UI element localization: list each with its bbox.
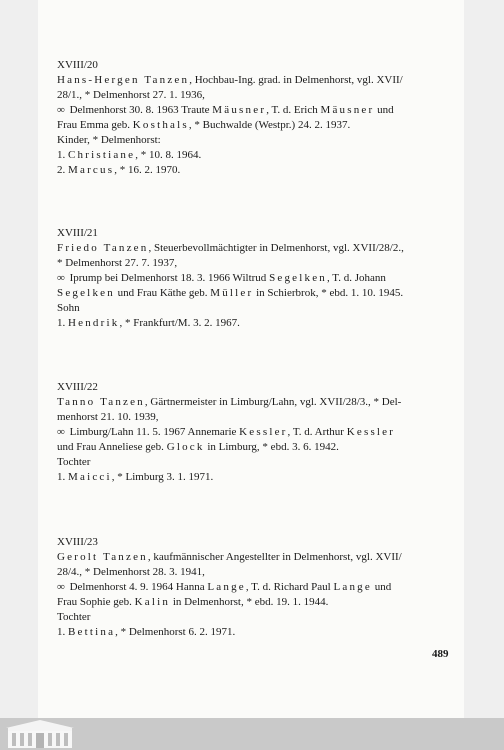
marriage-text: und Frau Anneliese geb. [57,441,167,453]
marriage-text: , T. d. Erich [266,104,321,116]
marriage-text: , T. d. Johann [326,272,386,284]
marriage-text: in Delmenhorst, * ebd. 19. 1. 1944. [170,596,329,608]
entry-name-line [57,73,451,88]
entry-code: XVIII/22 [57,381,98,393]
spouse-surname: Kessler [239,426,288,438]
left-scan-margin [0,0,38,718]
entry-code: XVIII/20 [57,59,98,71]
child-name: Maicci [68,471,112,483]
marriage-text: Delmenhorst 30. 8. 1963 Traute [66,104,213,116]
marriage-text: , * Buchwalde (Westpr.) 24. 2. 1937. [188,119,351,131]
child-birth: , * Delmenhorst 6. 2. 1971. [115,626,236,638]
entry-birth-line: 28/4., * Delmenhorst 28. 3. 1941, [57,566,205,578]
marriage-line [57,580,451,595]
entry-description: , Gärtnermeister in Limburg/Lahn, vgl. XVII/28/3., * Del- [144,396,402,408]
entry-description: , Hochbau-Ing. grad. in Delmenhorst, vgl. XVII/ [189,74,403,86]
marriage-text: Limburg/Lahn 11. 5. 1967 Annemarie [66,426,240,438]
child-name: Christiane [68,149,136,161]
entry-description: , kaufmännischer Angestellter in Delmenhorst, vgl. XVII/ [147,551,402,563]
child-line [57,148,451,163]
marriage-line-continued [57,118,451,133]
parent-surname: Segelken [57,287,115,299]
child-number: 2. [57,164,66,176]
child-birth: , * 10. 8. 1964. [135,149,202,161]
mother-surname: Glock [166,441,205,453]
spouse-surname: Segelken [269,272,327,284]
person-name: Friedo Tanzen [57,242,149,254]
spouse-surname: Mäusner [212,104,267,116]
child-number: 1. [57,471,66,483]
parent-surname: Lange [333,581,372,593]
entry-code: XVIII/21 [57,227,98,239]
child-number: 1. [57,626,66,638]
marriage-line [57,271,451,286]
marriage-symbol-icon: ∞ [57,104,63,116]
marriage-symbol-icon: ∞ [57,272,63,284]
child-birth: , * Frankfurt/M. 3. 2. 1967. [119,317,240,329]
child-birth: , * Limburg 3. 1. 1971. [111,471,214,483]
children-heading: Kinder, * Delmenhorst: [57,134,161,146]
marriage-text: , T. d. Richard Paul [245,581,334,593]
marriage-line [57,425,451,440]
genealogy-entry [57,380,451,485]
entry-description: , Steuerbevollmächtigter in Delmenhorst, vgl. XVII/28/2., [148,242,404,254]
child-name: Marcus [68,164,115,176]
right-scan-margin [464,0,504,718]
entry-name-line [57,550,451,565]
genealogy-entry [57,58,451,178]
child-line [57,625,451,640]
entry-code: XVIII/23 [57,536,98,548]
marriage-line-continued [57,440,451,455]
entry-birth-line: * Delmenhorst 27. 7. 1937, [57,257,178,269]
entry-birth-line: 28/1., * Delmenhorst 27. 1. 1936, [57,89,205,101]
marriage-text: Delmenhorst 4. 9. 1964 Hanna [66,581,208,593]
mother-surname: Kalin [134,596,171,608]
person-name: Hans-Hergen Tanzen [57,74,190,86]
entry-name-line [57,241,451,256]
children-heading: Sohn [57,302,80,314]
marriage-text: , T. d. Arthur [287,426,347,438]
marriage-text: Frau Sophie geb. [57,596,135,608]
page-number: 489 [432,648,449,660]
marriage-text: und Frau Käthe geb. [114,287,211,299]
parent-surname: Mäusner [320,104,375,116]
child-line [57,316,451,331]
parent-surname: Kessler [346,426,396,438]
mother-surname: Kosthals [132,119,189,131]
marriage-text: in Schierbrok, * ebd. 1. 10. 1945. [253,287,404,299]
child-name: Bettina [68,626,116,638]
marriage-text: Frau Emma geb. [57,119,133,131]
marriage-line-continued [57,286,451,301]
children-heading: Tochter [57,611,91,623]
child-line [57,470,451,485]
person-name: Tanno Tanzen [57,396,145,408]
children-heading: Tochter [57,456,91,468]
person-name: Gerolt Tanzen [57,551,148,563]
marriage-line-continued [57,595,451,610]
genealogy-entry [57,535,451,640]
child-birth: , * 16. 2. 1970. [114,164,181,176]
entry-name-line [57,395,451,410]
library-building-logo-icon [2,718,82,750]
genealogy-entry [57,226,451,331]
entry-birth-line: menhorst 21. 10. 1939, [57,411,159,423]
marriage-symbol-icon: ∞ [57,426,63,438]
marriage-text: und [374,104,394,116]
marriage-text: und [371,581,392,593]
marriage-text: Iprump bei Delmenhorst 18. 3. 1966 Wiltrud [66,272,270,284]
marriage-symbol-icon: ∞ [57,581,63,593]
spouse-surname: Lange [207,581,246,593]
marriage-text: in Limburg, * ebd. 3. 6. 1942. [204,441,339,453]
child-name: Hendrik [68,317,120,329]
marriage-line [57,103,451,118]
child-line [57,163,451,178]
mother-surname: Müller [210,287,254,299]
library-footer-band [0,718,504,750]
child-number: 1. [57,149,66,161]
child-number: 1. [57,317,66,329]
